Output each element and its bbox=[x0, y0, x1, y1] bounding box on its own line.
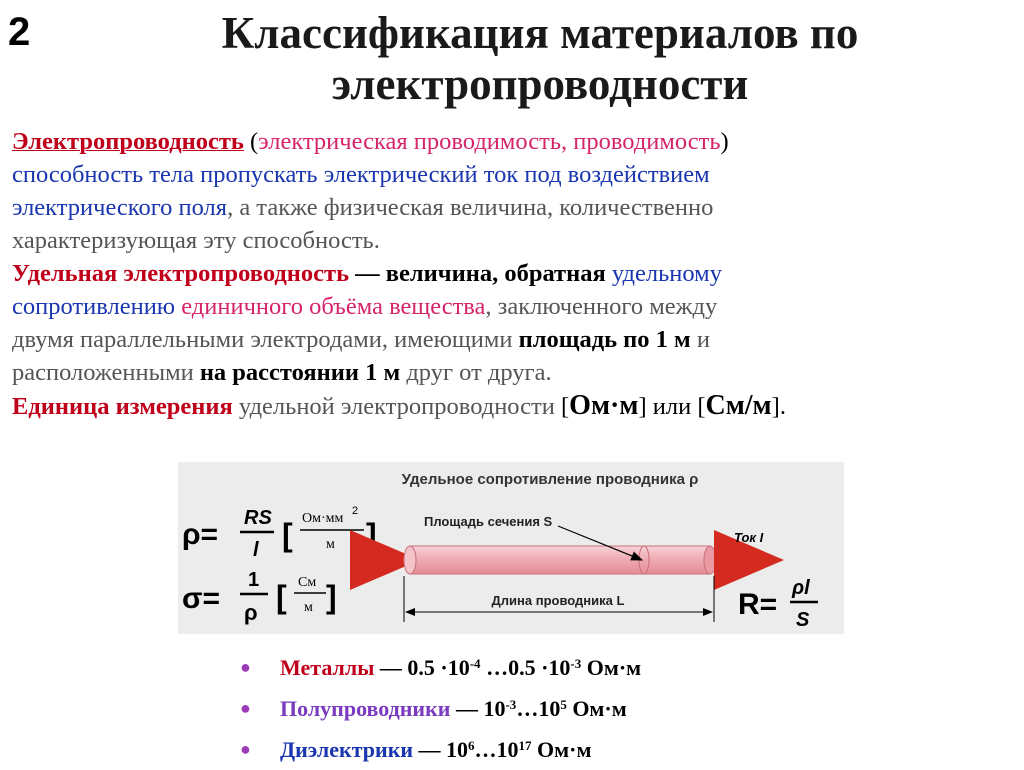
formula-rs: RS bbox=[244, 507, 272, 529]
unit-close2: ] bbox=[771, 393, 780, 420]
figure-caption: Удельное сопротивление проводника ρ bbox=[401, 471, 699, 488]
paren-open: ( bbox=[243, 128, 259, 155]
definition-line3b: , а также физическая величина, количественно bbox=[227, 194, 714, 221]
specific-line3a: двумя параллельными электродами, имеющими bbox=[12, 326, 519, 353]
bullet-icon: ● bbox=[240, 739, 251, 759]
formula-r: R= bbox=[738, 588, 778, 621]
body-text bbox=[12, 125, 1020, 423]
bullet-icon: ● bbox=[240, 698, 251, 718]
list-mid: …0.5 ·10 bbox=[480, 655, 571, 680]
unit1-sup: 2 bbox=[352, 505, 359, 517]
list-tail: Ом·м bbox=[566, 696, 627, 721]
list-label: Полупроводники bbox=[280, 696, 451, 721]
list-sup: -3 bbox=[505, 697, 517, 712]
formula-rho2: ρ bbox=[244, 600, 258, 625]
unit2-num: См bbox=[298, 575, 317, 590]
unit-close1: ] bbox=[638, 393, 647, 420]
title-line-2: электропроводности bbox=[331, 59, 749, 109]
formula-s: S bbox=[796, 609, 810, 631]
unit1-num: Ом·мм bbox=[302, 511, 344, 526]
title-line-1: Классификация материалов по bbox=[221, 8, 859, 58]
unit-dot: . bbox=[779, 393, 786, 420]
conductor-figure bbox=[178, 462, 844, 634]
list-text: — 10 bbox=[413, 737, 469, 762]
list-tail: Ом·м bbox=[531, 737, 592, 762]
list-item bbox=[240, 688, 641, 729]
paren-close: ) bbox=[720, 128, 729, 155]
specific-line4c: друг от друга. bbox=[400, 359, 552, 386]
resistivity-list bbox=[240, 647, 641, 770]
specific-line4a: расположенными bbox=[12, 359, 200, 386]
slide-number: 2 bbox=[8, 10, 31, 54]
unit-ohm-m: Ом·м bbox=[569, 390, 639, 421]
list-item bbox=[240, 647, 641, 688]
unit-or: или bbox=[646, 393, 698, 420]
specific-line3c: и bbox=[690, 326, 710, 353]
formula-pl: ρl bbox=[792, 577, 810, 599]
definition-line4: характеризующая эту способность. bbox=[12, 227, 380, 254]
synonyms: электрическая проводимость, проводимость bbox=[258, 128, 721, 155]
list-text: — 0.5 ·10 bbox=[374, 655, 470, 680]
section-label: Площадь сечения S bbox=[424, 514, 553, 529]
formula-sigma: σ= bbox=[182, 582, 221, 615]
formula-one: 1 bbox=[248, 569, 260, 591]
list-mid: …10 bbox=[516, 696, 561, 721]
unit-text: удельной электропроводности bbox=[232, 393, 561, 420]
list-sup: 5 bbox=[560, 697, 567, 712]
unit-open1: [ bbox=[561, 393, 570, 420]
bracket-2-close: ] bbox=[326, 579, 337, 615]
bracket-1-close: ] bbox=[366, 517, 377, 553]
list-sup: 6 bbox=[468, 738, 475, 753]
unit1-den: м bbox=[326, 537, 335, 552]
unit-paragraph bbox=[12, 389, 1020, 423]
list-tail: Ом·м bbox=[581, 655, 642, 680]
unit2-den: м bbox=[304, 600, 313, 615]
specific-distance: на расстоянии 1 м bbox=[199, 359, 401, 386]
specific-dash: — величина, обратная bbox=[349, 260, 606, 287]
unit-sm-m: См/м bbox=[705, 390, 772, 421]
list-item bbox=[240, 729, 641, 770]
term-conductivity: Электропроводность bbox=[12, 128, 244, 155]
length-label: Длина проводника L bbox=[491, 593, 625, 608]
term-specific-conductivity: Удельная электропроводность bbox=[12, 260, 350, 287]
list-sup: 17 bbox=[518, 738, 532, 753]
list-label: Диэлектрики bbox=[280, 737, 414, 762]
definition-line2: способность тела пропускать электрический ток под воздействием bbox=[12, 161, 710, 188]
bracket-1-open: [ bbox=[282, 517, 293, 553]
specific-blue2: сопротивлению bbox=[12, 293, 176, 320]
definition-line3a: электрического поля bbox=[12, 194, 228, 221]
list-sup: -4 bbox=[469, 656, 481, 671]
term-unit: Единица измерения bbox=[12, 393, 233, 420]
list-label: Металлы bbox=[280, 655, 375, 680]
tube-end-left bbox=[404, 546, 416, 574]
specific-blue1: удельному bbox=[605, 260, 722, 287]
formula-rho: ρ= bbox=[182, 518, 219, 551]
specific-paragraph bbox=[12, 257, 1020, 389]
slide-title bbox=[60, 8, 1020, 110]
list-sup: -3 bbox=[570, 656, 582, 671]
unit-open2: [ bbox=[697, 393, 706, 420]
specific-area: площадь по 1 м bbox=[518, 326, 691, 353]
specific-pink: единичного объёма вещества bbox=[175, 293, 486, 320]
definition-paragraph bbox=[12, 125, 1020, 257]
bracket-2-open: [ bbox=[276, 579, 287, 615]
tube-end-right bbox=[704, 546, 716, 574]
formula-l: l bbox=[253, 539, 259, 561]
specific-rest1: , заключенного между bbox=[485, 293, 718, 320]
list-text: — 10 bbox=[450, 696, 506, 721]
current-label: Ток I bbox=[734, 530, 764, 545]
bullet-icon: ● bbox=[240, 657, 251, 677]
list-mid: …10 bbox=[474, 737, 519, 762]
conductor-tube bbox=[410, 546, 710, 574]
